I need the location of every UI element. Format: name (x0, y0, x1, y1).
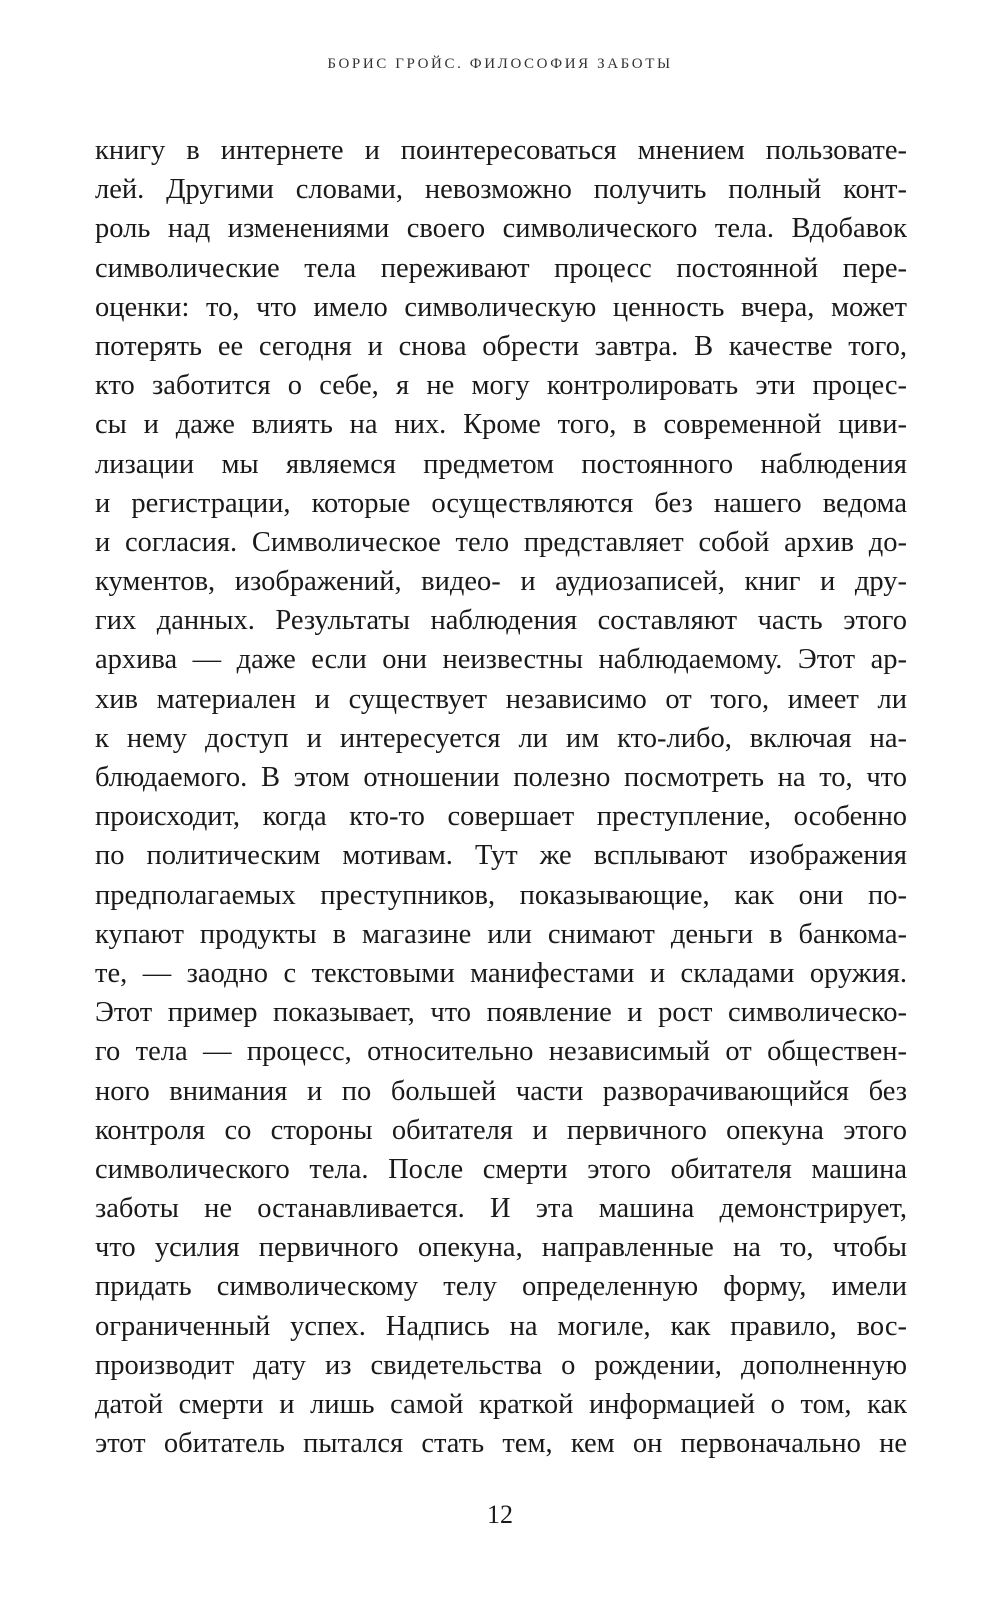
text-line: те, — заодно с текстовыми манифестами и складами оружия. (95, 957, 907, 989)
running-head: БОРИС ГРОЙС. ФИЛОСОФИЯ ЗАБОТЫ (327, 56, 673, 72)
text-line: символического тела. После смерти этого обитателя машина (95, 1153, 907, 1185)
text-line: кументов, изображений, видео- и аудиозаписей, книг и дру- (95, 566, 907, 598)
text-line: и регистрации, которые осуществляются без нашего ведома (95, 487, 907, 519)
text-line: купают продукты в магазине или снимают деньги в банкома- (95, 918, 907, 950)
text-line: архива — даже если они неизвестны наблюдаемому. Этот ар- (95, 644, 907, 676)
text-line: роль над изменениями своего символического тела. Вдобавок (95, 213, 907, 245)
text-line: по политическим мотивам. Тут же всплывают изображения (95, 840, 907, 872)
text-line: этот обитатель пытался стать тем, кем он первоначально не (95, 1428, 907, 1460)
text-line: датой смерти и лишь самой краткой информацией о том, как (95, 1389, 907, 1420)
text-line: лизации мы являемся предметом постоянного наблюдения (95, 448, 907, 480)
text-line: происходит, когда кто-то совершает преступление, особенно (95, 801, 907, 833)
text-line: ного внимания и по большей части разворачивающийся без (95, 1075, 907, 1107)
text-line: производит дату из свидетельства о рождении, дополненную (95, 1349, 907, 1381)
text-line: потерять ее сегодня и снова обрести завтра. В качестве того, (95, 330, 907, 362)
text-line: символические тела переживают процесс постоянной пере- (95, 252, 907, 284)
text-line: оценки: то, что имело символическую ценность вчера, может (95, 291, 907, 323)
text-line: и согласия. Символическое тело представляет собой архив до- (95, 526, 907, 558)
text-line: хив материален и существует независимо от того, имеет ли (95, 683, 907, 715)
text-line: придать символическому телу определенную форму, имели (95, 1271, 907, 1303)
text-line: заботы не останавливается. И эта машина демонстрирует, (95, 1193, 907, 1225)
text-line: гих данных. Результаты наблюдения составляют часть этого (95, 605, 907, 637)
text-line: книгу в интернете и поинтересоваться мнением пользовате- (95, 135, 907, 166)
text-line: блюдаемого. В этом отношении полезно посмотреть на то, что (95, 762, 907, 793)
text-line: ограниченный успех. Надпись на могиле, как правило, вос- (95, 1310, 907, 1342)
text-line: контроля со стороны обитателя и первичного опекуна этого (95, 1114, 907, 1146)
text-line: го тела — процесс, относительно независимый от обществен- (95, 1036, 907, 1068)
text-line: кто заботится о себе, я не могу контролировать эти процес- (95, 370, 907, 402)
text-line: что усилия первичного опекуна, направленные на то, чтобы (95, 1232, 907, 1264)
body-text (95, 131, 907, 1463)
text-line: лей. Другими словами, невозможно получить полный конт- (95, 174, 907, 206)
page-number: 12 (487, 1500, 513, 1529)
text-line: Этот пример показывает, что появление и рост символическо- (95, 997, 907, 1029)
text-line: сы и даже влиять на них. Кроме того, в современной циви- (95, 409, 907, 441)
text-line: к нему доступ и интересуется ли им кто-либо, включая на- (95, 722, 907, 754)
text-line: предполагаемых преступников, показывающие, как они по- (95, 879, 907, 911)
